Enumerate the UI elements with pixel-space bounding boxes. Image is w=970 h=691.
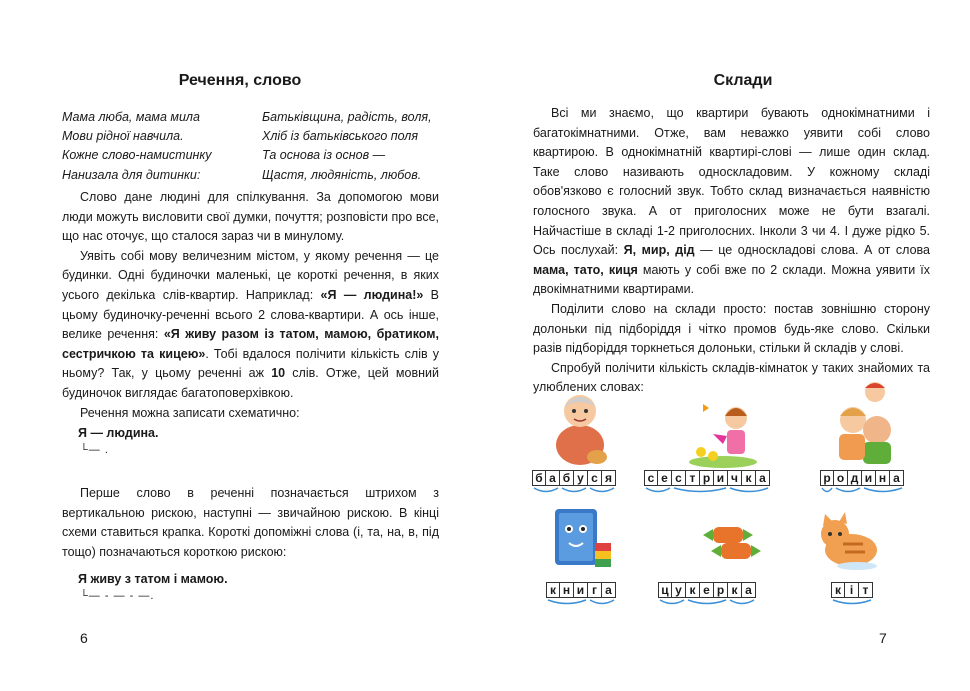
page-number-left: 6 xyxy=(80,630,88,646)
paragraph: Спробуй полічити кількість складів-кімнаток у таких знайомих та улюблених словах: xyxy=(533,360,930,395)
poem-column-1 xyxy=(62,108,262,185)
text-run: В цьому будиночку-реченні всього 2 слова-квартири. А ось інше, велике речення: xyxy=(62,287,440,342)
letter-box: г xyxy=(588,582,602,598)
syllable-arc xyxy=(674,488,726,492)
letter-box: я xyxy=(602,470,616,486)
letter-box: е xyxy=(658,470,672,486)
bold-text: мама, тато, киця xyxy=(533,262,638,277)
syllable-arcs xyxy=(485,0,970,691)
scheme-sentence-1: Я — людина. xyxy=(78,426,159,440)
text-run: Всі ми знаємо, що квартири бувають однокімнатними і багатокімнатними. Отже, вам неважко уявити собі слово квартирою. В однокімнатній квартирі-слові — лише один склад. Таке слово називають односкладовим. У кожному складі обов'язково є голосний звук. Тобто склад визначається наявністю голосного звука. А от приголосних може не бути взагалі. Найчастіше в складі 1-2 приголосних. Інколи 3 чи 4. І дуже рідко 5. Ось послухай: xyxy=(533,106,930,258)
letter-box: б xyxy=(560,470,574,486)
syllable-arc xyxy=(534,488,558,492)
poem-line: Мови рідної навчила. xyxy=(62,129,184,144)
letter-box: к xyxy=(831,582,845,598)
letter-box: и xyxy=(862,470,876,486)
letter-box: р xyxy=(820,470,834,486)
letter-box: б xyxy=(532,470,546,486)
letter-box: у xyxy=(672,582,686,598)
syllable-arc xyxy=(646,488,670,492)
letter-box: н xyxy=(876,470,890,486)
syllable-arc xyxy=(590,600,614,604)
syllable-arc xyxy=(688,600,726,604)
letter-box: ч xyxy=(728,470,742,486)
text-run: . Тобі вдалося полічити кількість слів у ньому? Так, у цьому реченні аж xyxy=(62,346,439,381)
text-run: Уявіть собі мову величезним містом, у якому речення — це будинки. Одні будиночки маленькі, це короткі речення, в яких усього декілька слів-квартир. Наприклад: xyxy=(62,248,439,302)
letter-box: к xyxy=(686,582,700,598)
left-body-text-2 xyxy=(62,484,439,562)
page-title-right: Склади xyxy=(713,72,773,89)
letter-box: у xyxy=(574,470,588,486)
letter-box: а xyxy=(546,470,560,486)
bold-text: «Я — людина!» xyxy=(320,287,424,302)
letter-box: і xyxy=(845,582,859,598)
letter-box: т xyxy=(859,582,873,598)
letter-box: о xyxy=(834,470,848,486)
poem-line: Та основа із основ — xyxy=(262,148,386,163)
poem xyxy=(62,108,442,185)
bold-text: Я, мир, дід xyxy=(623,243,695,258)
syllable-arc xyxy=(730,600,754,604)
poem-column-2 xyxy=(262,108,442,185)
letter-box: ц xyxy=(658,582,672,598)
letter-box: а xyxy=(602,582,616,598)
poem-line: Нанизала для дитинки: xyxy=(62,167,201,182)
letter-box: а xyxy=(742,582,756,598)
text-run: мають у собі вже по 2 склади. Можна уявити їх двокімнатними квартирами. xyxy=(533,262,931,297)
syllable-arc xyxy=(660,600,684,604)
scheme-sentence-2: Я живу з татом і мамою. xyxy=(78,572,228,586)
letter-box: н xyxy=(560,582,574,598)
text-run: слів. Отже, цей мовний будиночок виглядає багатоповерхівкою. xyxy=(62,366,439,400)
letter-box: с xyxy=(672,470,686,486)
bold-text: 10 xyxy=(271,366,286,381)
poem-line: Хліб із батьківського поля xyxy=(262,129,419,144)
syllable-arc xyxy=(590,488,614,492)
letter-box: с xyxy=(644,470,658,486)
letter-box: с xyxy=(588,470,602,486)
letter-box: к xyxy=(742,470,756,486)
letter-box: р xyxy=(714,582,728,598)
syllable-arc xyxy=(864,488,902,492)
poem-line: Мама люба, мама мила xyxy=(62,110,200,124)
letter-box: к xyxy=(728,582,742,598)
scheme-line-1: └— . xyxy=(80,444,109,456)
letter-box: и xyxy=(714,470,728,486)
letter-box: а xyxy=(756,470,770,486)
poem-line: Кожне слово-намистинку xyxy=(62,148,212,163)
left-body-text xyxy=(62,188,439,423)
syllable-arc xyxy=(548,600,586,604)
letter-box: е xyxy=(700,582,714,598)
page-title-left: Речення, слово xyxy=(178,72,302,89)
syllable-arc xyxy=(833,600,871,604)
page-number-right: 7 xyxy=(879,630,887,646)
syllable-arc xyxy=(836,488,860,492)
syllable-arc xyxy=(822,488,832,492)
text-run: — це односкладові слова. А от слова xyxy=(694,243,930,258)
bold-text: «Я живу разом із татом, мамою, братиком, сестричкою та кицею» xyxy=(62,327,439,361)
syllable-arc xyxy=(562,488,586,492)
poem-line: Батьківщина, радість, воля, xyxy=(262,110,432,124)
letter-box: а xyxy=(890,470,904,486)
scheme-line-2: └— - — - —. xyxy=(80,590,155,602)
syllable-arc xyxy=(730,488,768,492)
right-page xyxy=(485,0,970,691)
paragraph: Перше слово в реченні позначається штрихом з вертикальною рискою, наступні — звичайною рискою. В кінці схеми ставиться крапка. Короткі допоміжні слова (і, та, на, в, під тощо) позначаються короткою рискою: xyxy=(62,486,439,559)
paragraph: Речення можна записати схематично: xyxy=(80,405,300,420)
letter-box: д xyxy=(848,470,862,486)
poem-line: Щастя, людяність, любов. xyxy=(262,167,422,182)
paragraph: Слово дане людині для спілкування. За допомогою мови люди можуть висловити свої думки, почуття; розповісти про все, що нас оточує, що сталося зараз чи в минулому. xyxy=(62,190,439,244)
paragraph xyxy=(62,247,439,404)
letter-box: к xyxy=(546,582,560,598)
letter-box: т xyxy=(686,470,700,486)
paragraph: Поділити слово на склади просто: постав зовнішню сторону долоньки під підборіддя і чітко промов будь-яке слово. Скільки разів підборіддя торкнеться долоньки, стільки й складів у слові. xyxy=(533,301,930,356)
letter-box: р xyxy=(700,470,714,486)
letter-box: и xyxy=(574,582,588,598)
